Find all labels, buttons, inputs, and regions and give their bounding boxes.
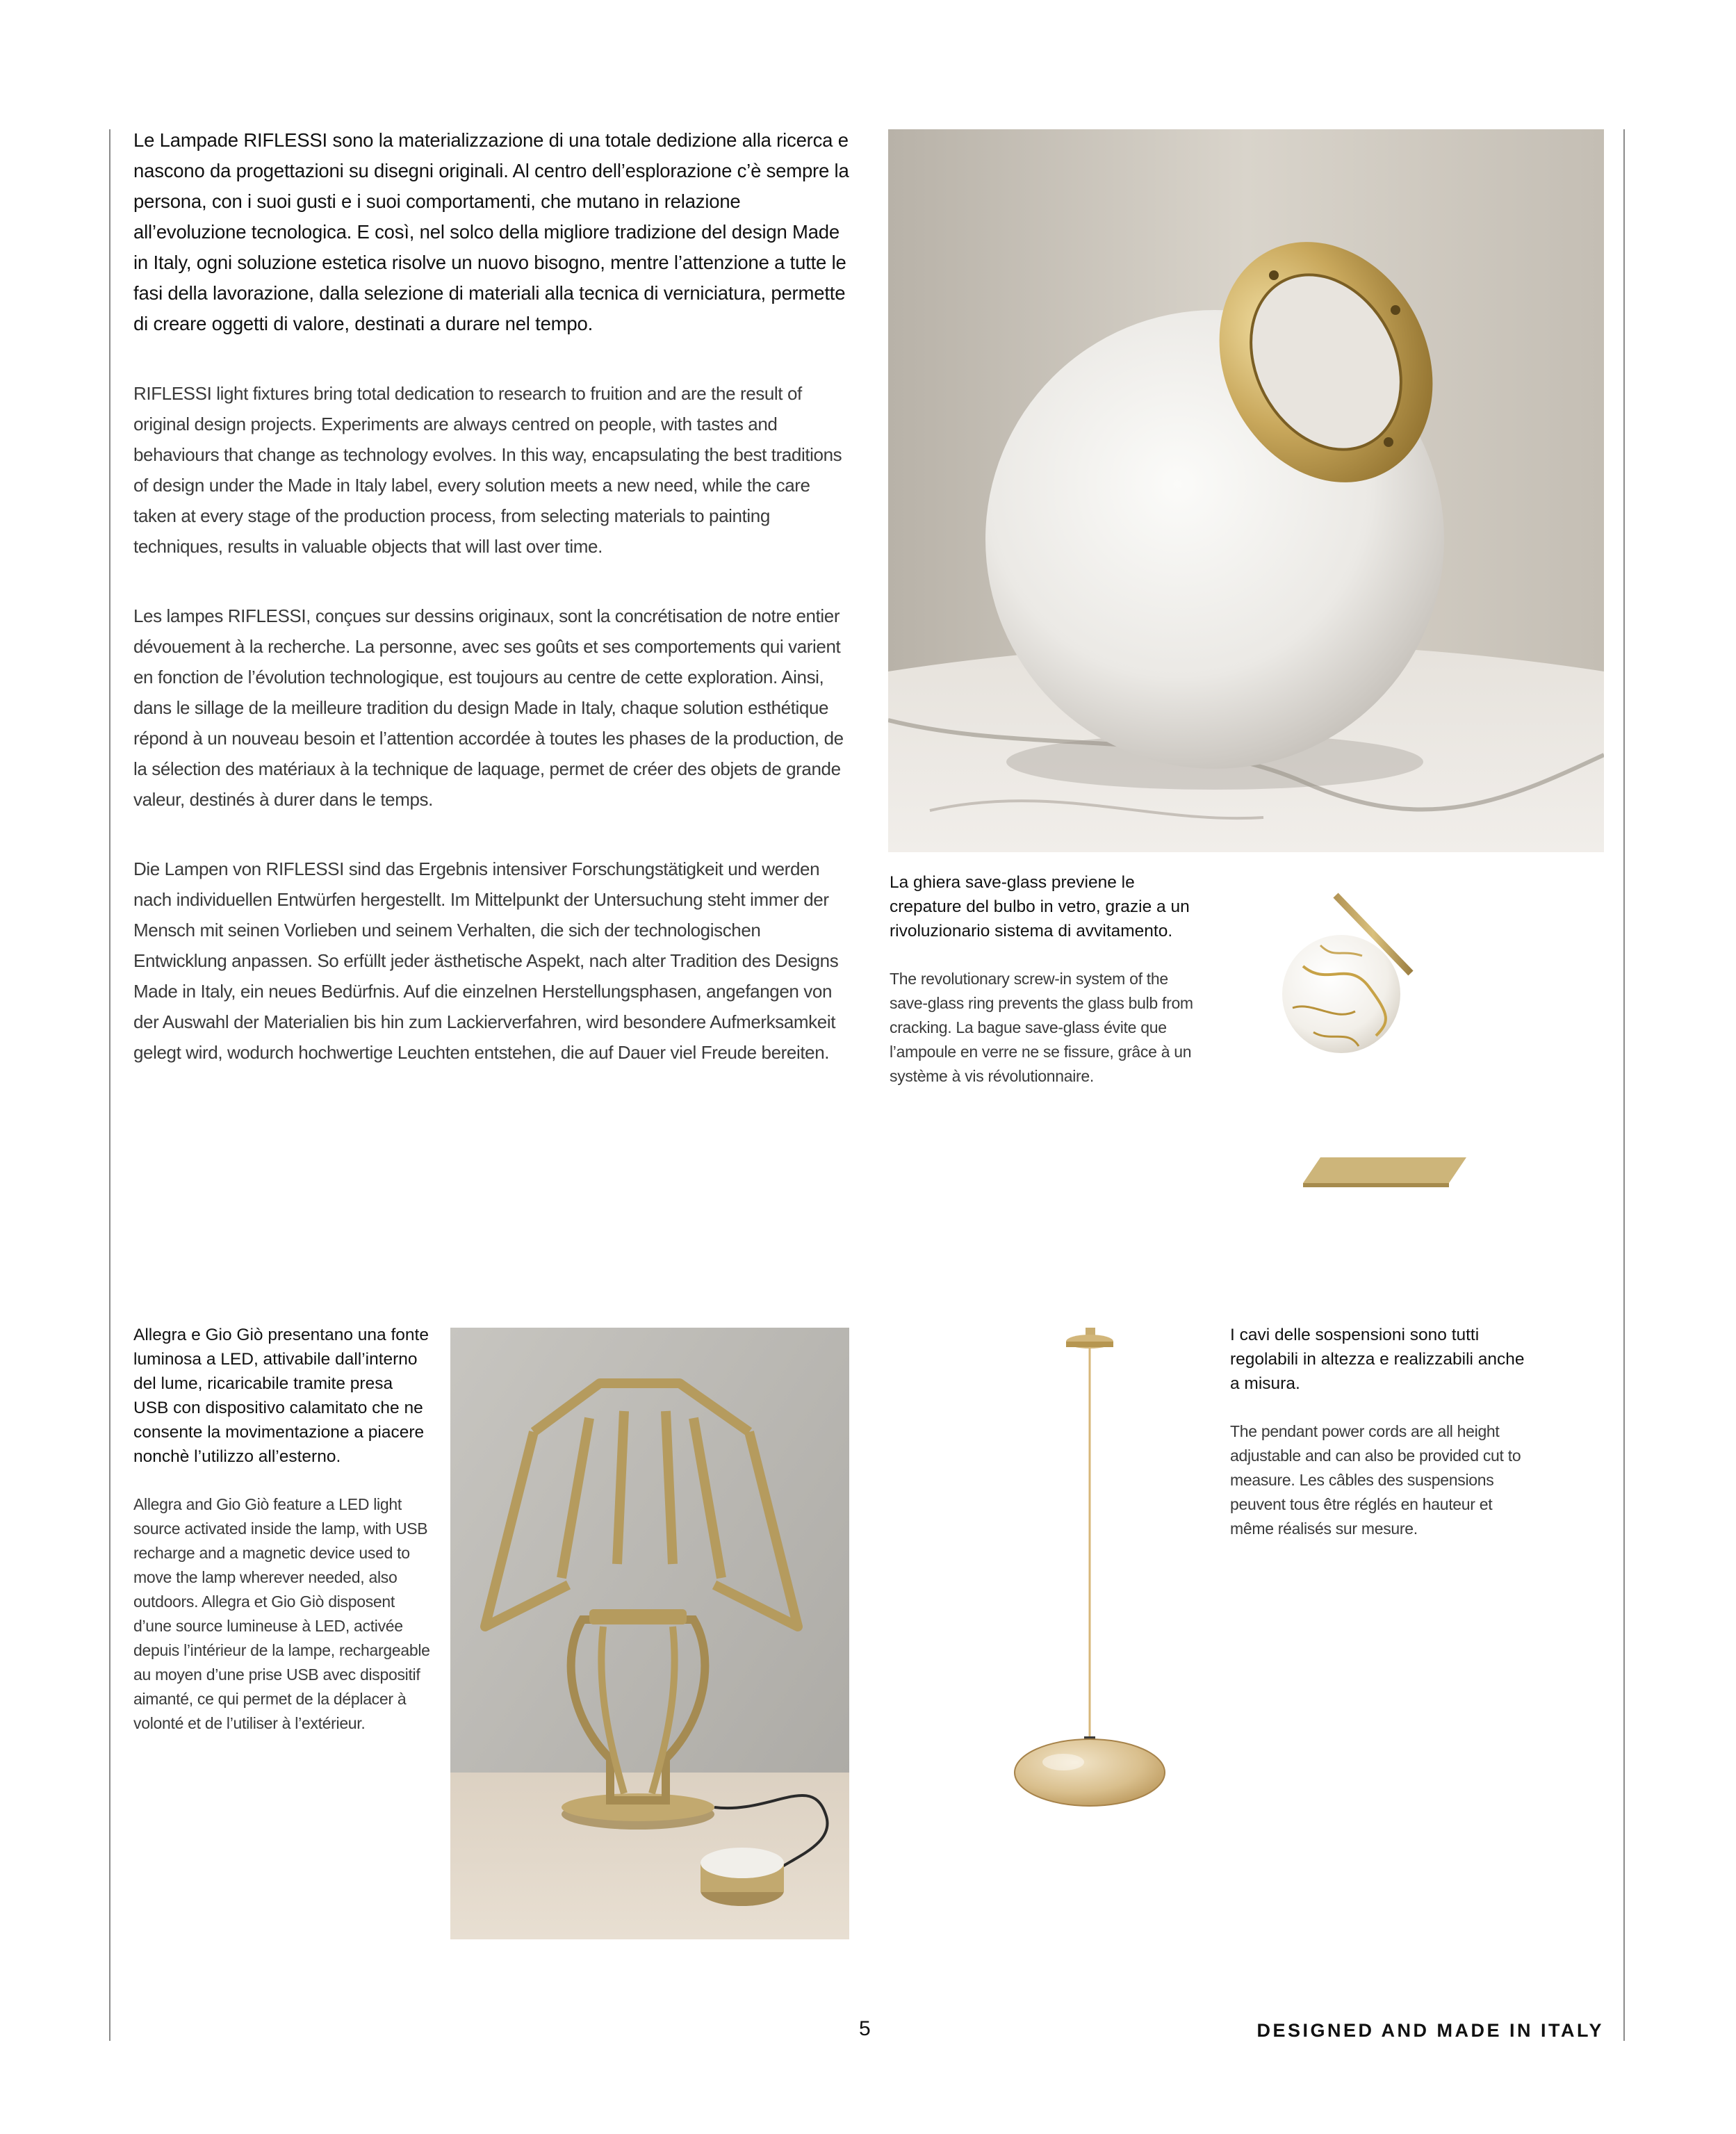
caption-save-glass-italian: La ghiera save-glass previene le crepature del bulbo in vetro, grazie a un rivoluzionario sistema di avvitamento. xyxy=(890,873,1190,940)
intro-french: Les lampes RIFLESSI, conçues sur dessins originaux, sont la concrétisation de notre entier dévouement à la recherche. La personne, avec ses goûts et ses comportements qui varient en fonction de l’évolution technologique, est toujours au centre de cette exploration. Ainsi, dans le sillage de la meilleure tradition du design Made in Italy, chaque solution esthétique répond à un nouveau besoin et l’attention accordée à toutes les phases de la production, de la sélection des matériaux à la technique de laquage, permet de créer des objets de grande valeur, destinés à durer dans le temps. xyxy=(133,605,844,810)
sphere-lamp-photo xyxy=(888,129,1604,852)
caption-cables-translation: The pendant power cords are all height adjustable and can also be provided cut to measure. Les câbles des suspensions peuvent tous être réglés en hauteur et même réalisés sur mesure. xyxy=(1230,1422,1521,1538)
caption-led xyxy=(133,1323,432,1736)
caption-save-glass-translation: The revolutionary screw-in system of the save-glass ring prevents the glass bulb from cracking. La bague save-glass évite que l’ampoule en verre ne se fissure, grâce à un système à vis révolutionnaire. xyxy=(890,970,1193,1085)
caption-save-glass xyxy=(890,870,1195,1089)
intro-text-block xyxy=(133,125,856,1107)
left-margin-rule xyxy=(109,129,110,2041)
intro-german: Die Lampen von RIFLESSI sind das Ergebnis intensiver Forschungstätigkeit und werden nach individuellen Entwürfen hergestellt. Im Mittelpunkt der Untersuchung steht immer der Mensch mit seinen Vorlieben und seinem Verhalten, die sich der technologischen Entwicklung anpassen. So erfüllt jeder ästhetische Aspekt, nach alter Tradition des Designs Made in Italy, ein neues Bedürfnis. Auf die einzelnen Herstellungsphasen, angefangen von der Auswahl der Materialien bis hin zum Lackierverfahren, wird besondere Aufmerksamkeit gelegt wird, wodurch hochwertige Leuchten entstehen, die auf Dauer viel Freude bereiten. xyxy=(133,858,839,1063)
intro-english: RIFLESSI light fixtures bring total dedication to research to fruition and are the result of original design projects. Experiments are always centred on people, with tastes and behaviours that change as technology evolves. In this way, encapsulating the best traditions of design under the Made in Italy label, every solution meets a new need, while the care taken at every stage of the production process, from selecting materials to painting techniques, results in valuable objects that will last over time. xyxy=(133,383,842,557)
intro-italian: Le Lampade RIFLESSI sono la materializzazione di una totale dedizione alla ricerca e nascono da progettazioni su disegni originali. Al centro dell’esplorazione c’è sempre la persona, con i suoi gusti e i suoi comportamenti, che mutano in relazione all’evoluzione tecnologica. E così, nel solco della migliore tradizione del design Made in Italy, ogni soluzione estetica risolve un nuovo bisogno, mentre l’attenzione a tutte le fasi della lavorazione, dalla selezione di materiali alla tecnica di verniciatura, permette di creare oggetti di valore, destinati a durare nel tempo. xyxy=(133,129,849,334)
page-number: 5 xyxy=(859,2017,871,2040)
caption-cables xyxy=(1230,1323,1536,1541)
caption-cables-italian: I cavi delle sospensioni sono tutti regolabili in altezza e realizzabili anche a misura. xyxy=(1230,1326,1525,1393)
gold-table-lamp-photo xyxy=(450,1328,849,1939)
caption-led-translation: Allegra and Gio Giò feature a LED light source activated inside the lamp, with USB recharge and a magnetic device used to move the lamp wherever needed, also outdoors. Allegra et Gio Giò disposent d’une source lumineuse à LED, activée depuis l’intérieur de la lampe, rechargeable au moyen d’une prise USB avec dispositif aimanté, ce qui permet de la déplacer à volonté et de l’utiliser à l’extérieur. xyxy=(133,1495,430,1732)
right-margin-rule xyxy=(1623,129,1625,2041)
footer-tagline: DESIGNED AND MADE IN ITALY xyxy=(1256,2020,1604,2041)
caption-led-italian: Allegra e Gio Giò presentano una fonte luminosa a LED, attivabile dall’interno del lume, ricaricabile tramite presa USB con dispositivo calamitato che ne consente la movimentazione a piacere nonchè l’utilizzo all’esterno. xyxy=(133,1326,429,1466)
pendant-lamp-photo xyxy=(987,1321,1195,1807)
table-lamp-marble-globe-photo xyxy=(1272,883,1487,1189)
